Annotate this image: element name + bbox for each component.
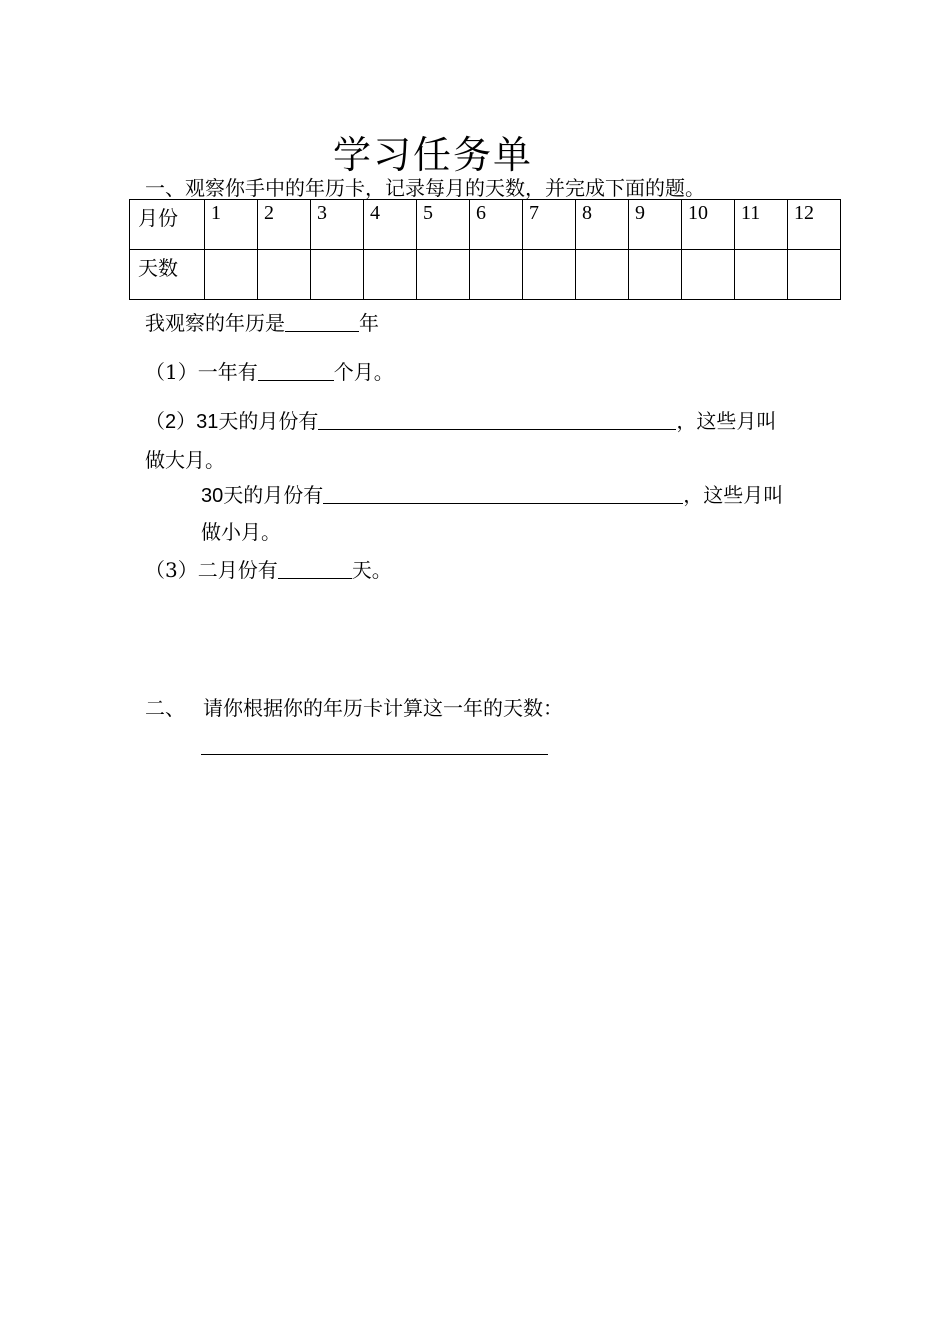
table-cell-month: 4: [364, 200, 417, 250]
year-prefix: 我观察的年历是: [145, 311, 285, 335]
q2b-tail: ，这些月叫: [683, 483, 784, 507]
table-cell-month: 7: [523, 200, 576, 250]
q2-31: 31: [196, 411, 219, 433]
table-cell-days-input[interactable]: [523, 250, 576, 300]
year-line: [145, 309, 379, 337]
table-cell-days-input[interactable]: [629, 250, 682, 300]
q2-open: （: [145, 409, 165, 433]
table-cell-month: 2: [258, 200, 311, 250]
table-cell-days-input[interactable]: [470, 250, 523, 300]
section1-heading: 一、观察你手中的年历卡，记录每月的天数，并完成下面的题。: [145, 176, 705, 200]
table-cell-days-input[interactable]: [364, 250, 417, 300]
table-cell-days-input[interactable]: [735, 250, 788, 300]
q2-number: 2: [165, 411, 177, 433]
q2-line2: 做大月。: [145, 448, 225, 472]
q2b-line2: 做小月。: [201, 520, 281, 544]
table-cell-month: 3: [311, 200, 364, 250]
table-header-days: 天数: [130, 250, 205, 300]
year-blank[interactable]: [285, 311, 359, 332]
table-cell-month: 10: [682, 200, 735, 250]
section2-answer-blank[interactable]: [201, 754, 548, 755]
table-cell-month: 8: [576, 200, 629, 250]
q2-blank[interactable]: [318, 409, 676, 430]
table-cell-month: 11: [735, 200, 788, 250]
table-row-months: [130, 200, 841, 250]
table-cell-days-input[interactable]: [258, 250, 311, 300]
q3-suffix: 天。: [351, 558, 392, 582]
table-header-month: 月份: [130, 200, 205, 250]
table-cell-days-input[interactable]: [788, 250, 841, 300]
q2-text: 天的月份有: [218, 409, 319, 433]
q2b-blank[interactable]: [323, 483, 683, 504]
table-cell-days-input[interactable]: [576, 250, 629, 300]
table-cell-days-input[interactable]: [311, 250, 364, 300]
q2-close: ）: [176, 409, 197, 433]
section2-text: 请你根据你的年历卡计算这一年的天数：: [203, 696, 563, 720]
table-cell-month: 12: [788, 200, 841, 250]
table-cell-days-input[interactable]: [682, 250, 735, 300]
q2b-text: 天的月份有: [223, 483, 324, 507]
q1-prefix: （1）一年有: [145, 360, 258, 384]
question-2: [145, 407, 776, 436]
table-cell-month: 6: [470, 200, 523, 250]
page-title: 学习任务单: [332, 133, 533, 177]
table-cell-days-input[interactable]: [417, 250, 470, 300]
q3-prefix: （3）二月份有: [145, 558, 278, 582]
month-days-table: [129, 199, 841, 300]
table-cell-days-input[interactable]: [205, 250, 258, 300]
q2-tail: ，这些月叫: [676, 409, 777, 433]
question-3: [145, 556, 392, 584]
section2-number: 二、: [145, 696, 185, 720]
table-cell-month: 9: [629, 200, 682, 250]
question-2b: [201, 481, 783, 510]
q1-suffix: 个月。: [333, 360, 394, 384]
table-row-days: [130, 250, 841, 300]
question-1: [145, 358, 394, 386]
q2b-30: 30: [201, 485, 224, 507]
table-cell-month: 1: [205, 200, 258, 250]
q1-blank[interactable]: [258, 360, 334, 381]
q3-blank[interactable]: [278, 558, 352, 579]
table-cell-month: 5: [417, 200, 470, 250]
year-suffix: 年: [359, 311, 379, 335]
